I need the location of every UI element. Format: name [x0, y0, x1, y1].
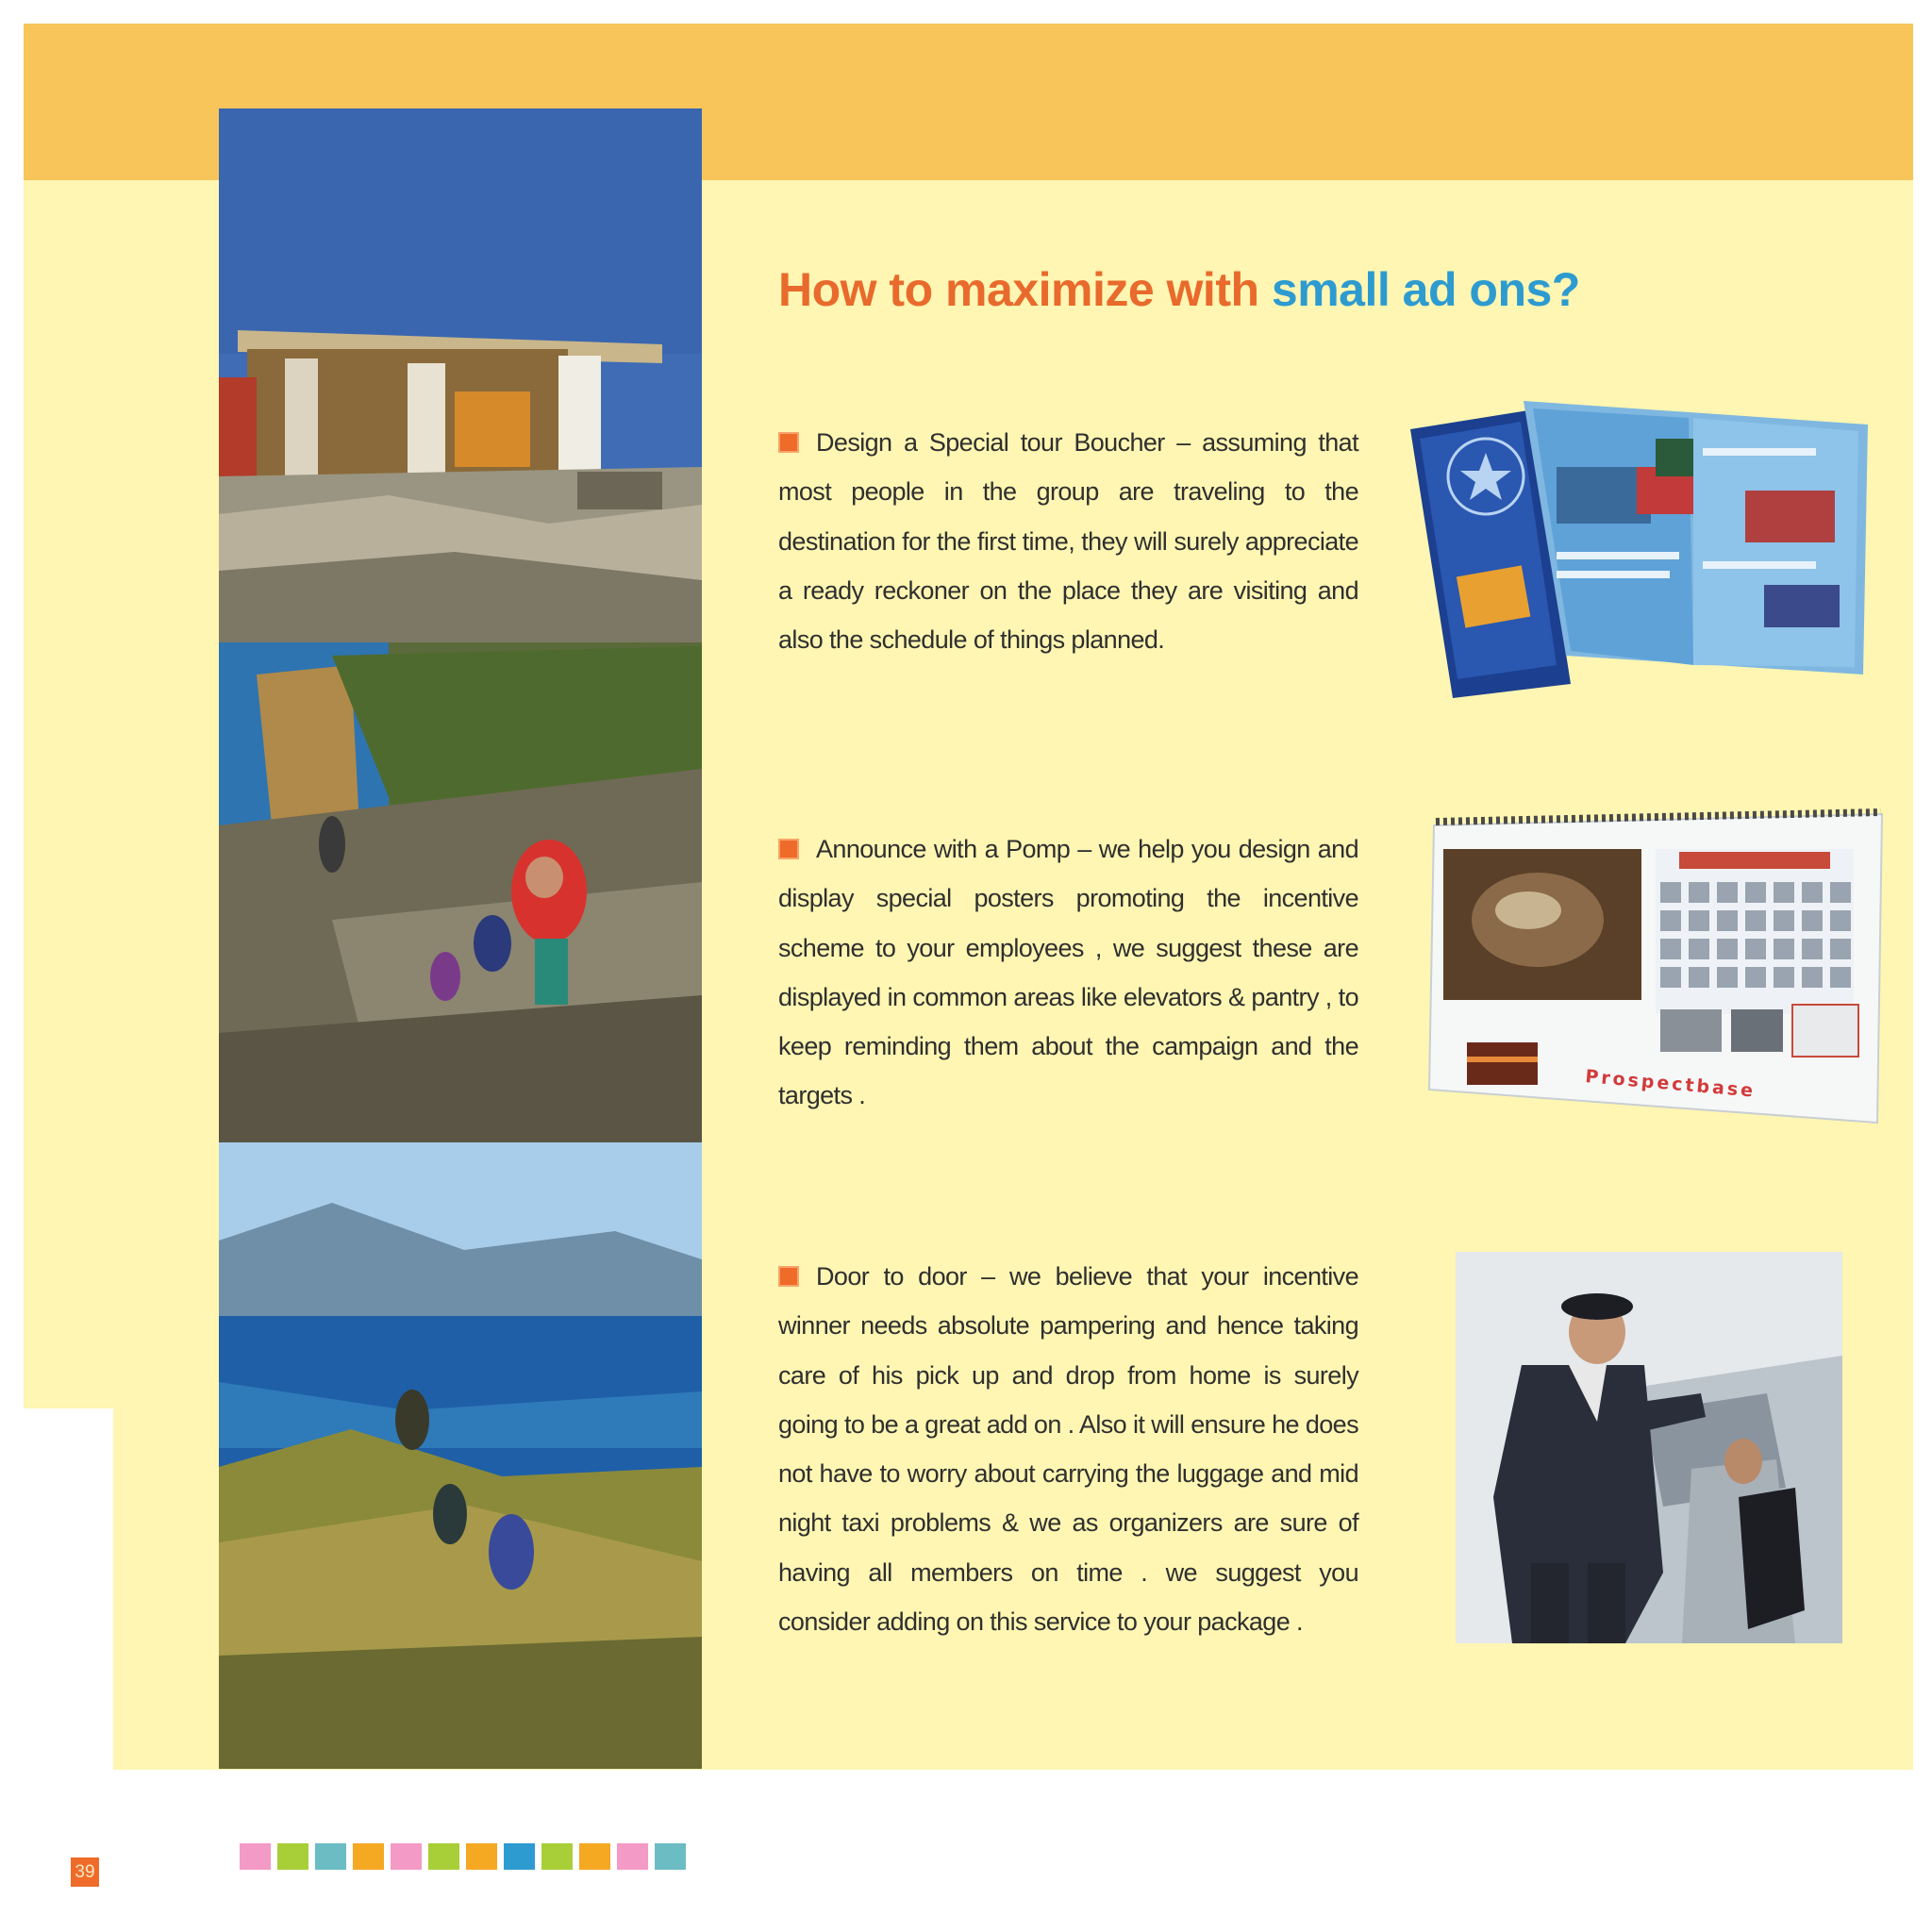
color-swatch: [277, 1843, 308, 1870]
ruins-photo: [219, 108, 702, 642]
color-swatch: [466, 1843, 497, 1870]
page-title: [778, 262, 1891, 328]
page-title-part-orange: How to maximize with: [778, 263, 1272, 316]
color-swatch: [391, 1843, 422, 1870]
hikers-sea-photo: [219, 1142, 702, 1769]
color-swatch: [617, 1843, 648, 1870]
page-title-part-blue: small ad ons?: [1271, 263, 1580, 316]
color-swatch: [541, 1843, 573, 1870]
travel-photo-collage: [219, 108, 702, 1769]
list-item-text: Design a Special tour Boucher – assuming that most people in the group are traveling to the destination for the first time, they will surely appreciate a ready reckoner on the place they are visiting and also the schedule of things planned.: [778, 428, 1358, 655]
color-swatch: [428, 1843, 459, 1870]
list-item-door-to-door: [778, 1252, 1358, 1646]
list-item-tour-brochure: [778, 418, 1358, 664]
list-item-posters: [778, 824, 1358, 1121]
color-swatch: [504, 1843, 535, 1870]
color-swatch: [240, 1843, 271, 1870]
list-item-text: Announce with a Pomp – we help you design and display special posters promoting the incentive scheme to your employees , we suggest these are displayed in common areas like elevators & pantry , to keep reminding them about the campaign and the targets .: [778, 835, 1358, 1110]
photo-column: [219, 108, 702, 1769]
bullet-square-icon: [778, 1266, 799, 1287]
color-swatch-strip: [240, 1843, 686, 1870]
brochure-image: [1406, 373, 1887, 708]
bullet-square-icon: [778, 839, 799, 859]
color-swatch: [579, 1843, 610, 1870]
calendar-image: [1424, 807, 1891, 1141]
chauffeur-image: [1456, 1252, 1842, 1643]
color-swatch: [353, 1843, 384, 1870]
color-swatch: [655, 1843, 686, 1870]
page-number: 39: [71, 1857, 99, 1887]
bullet-square-icon: [778, 432, 799, 453]
color-swatch: [315, 1843, 346, 1870]
list-item-text: Door to door – we believe that your incentive winner needs absolute pampering and hence taking care of his pick up and drop from home is surely going to be a great add on . Also it will ensure he does not have to worry about carrying the luggage and mid night taxi problems & we as organizers are sure of having all members on time . we suggest you consider adding on this service to your package .: [778, 1262, 1358, 1637]
hikers-coast-photo: [219, 642, 702, 1142]
calendar-brand-label: Prospectbase: [1584, 1066, 1757, 1102]
